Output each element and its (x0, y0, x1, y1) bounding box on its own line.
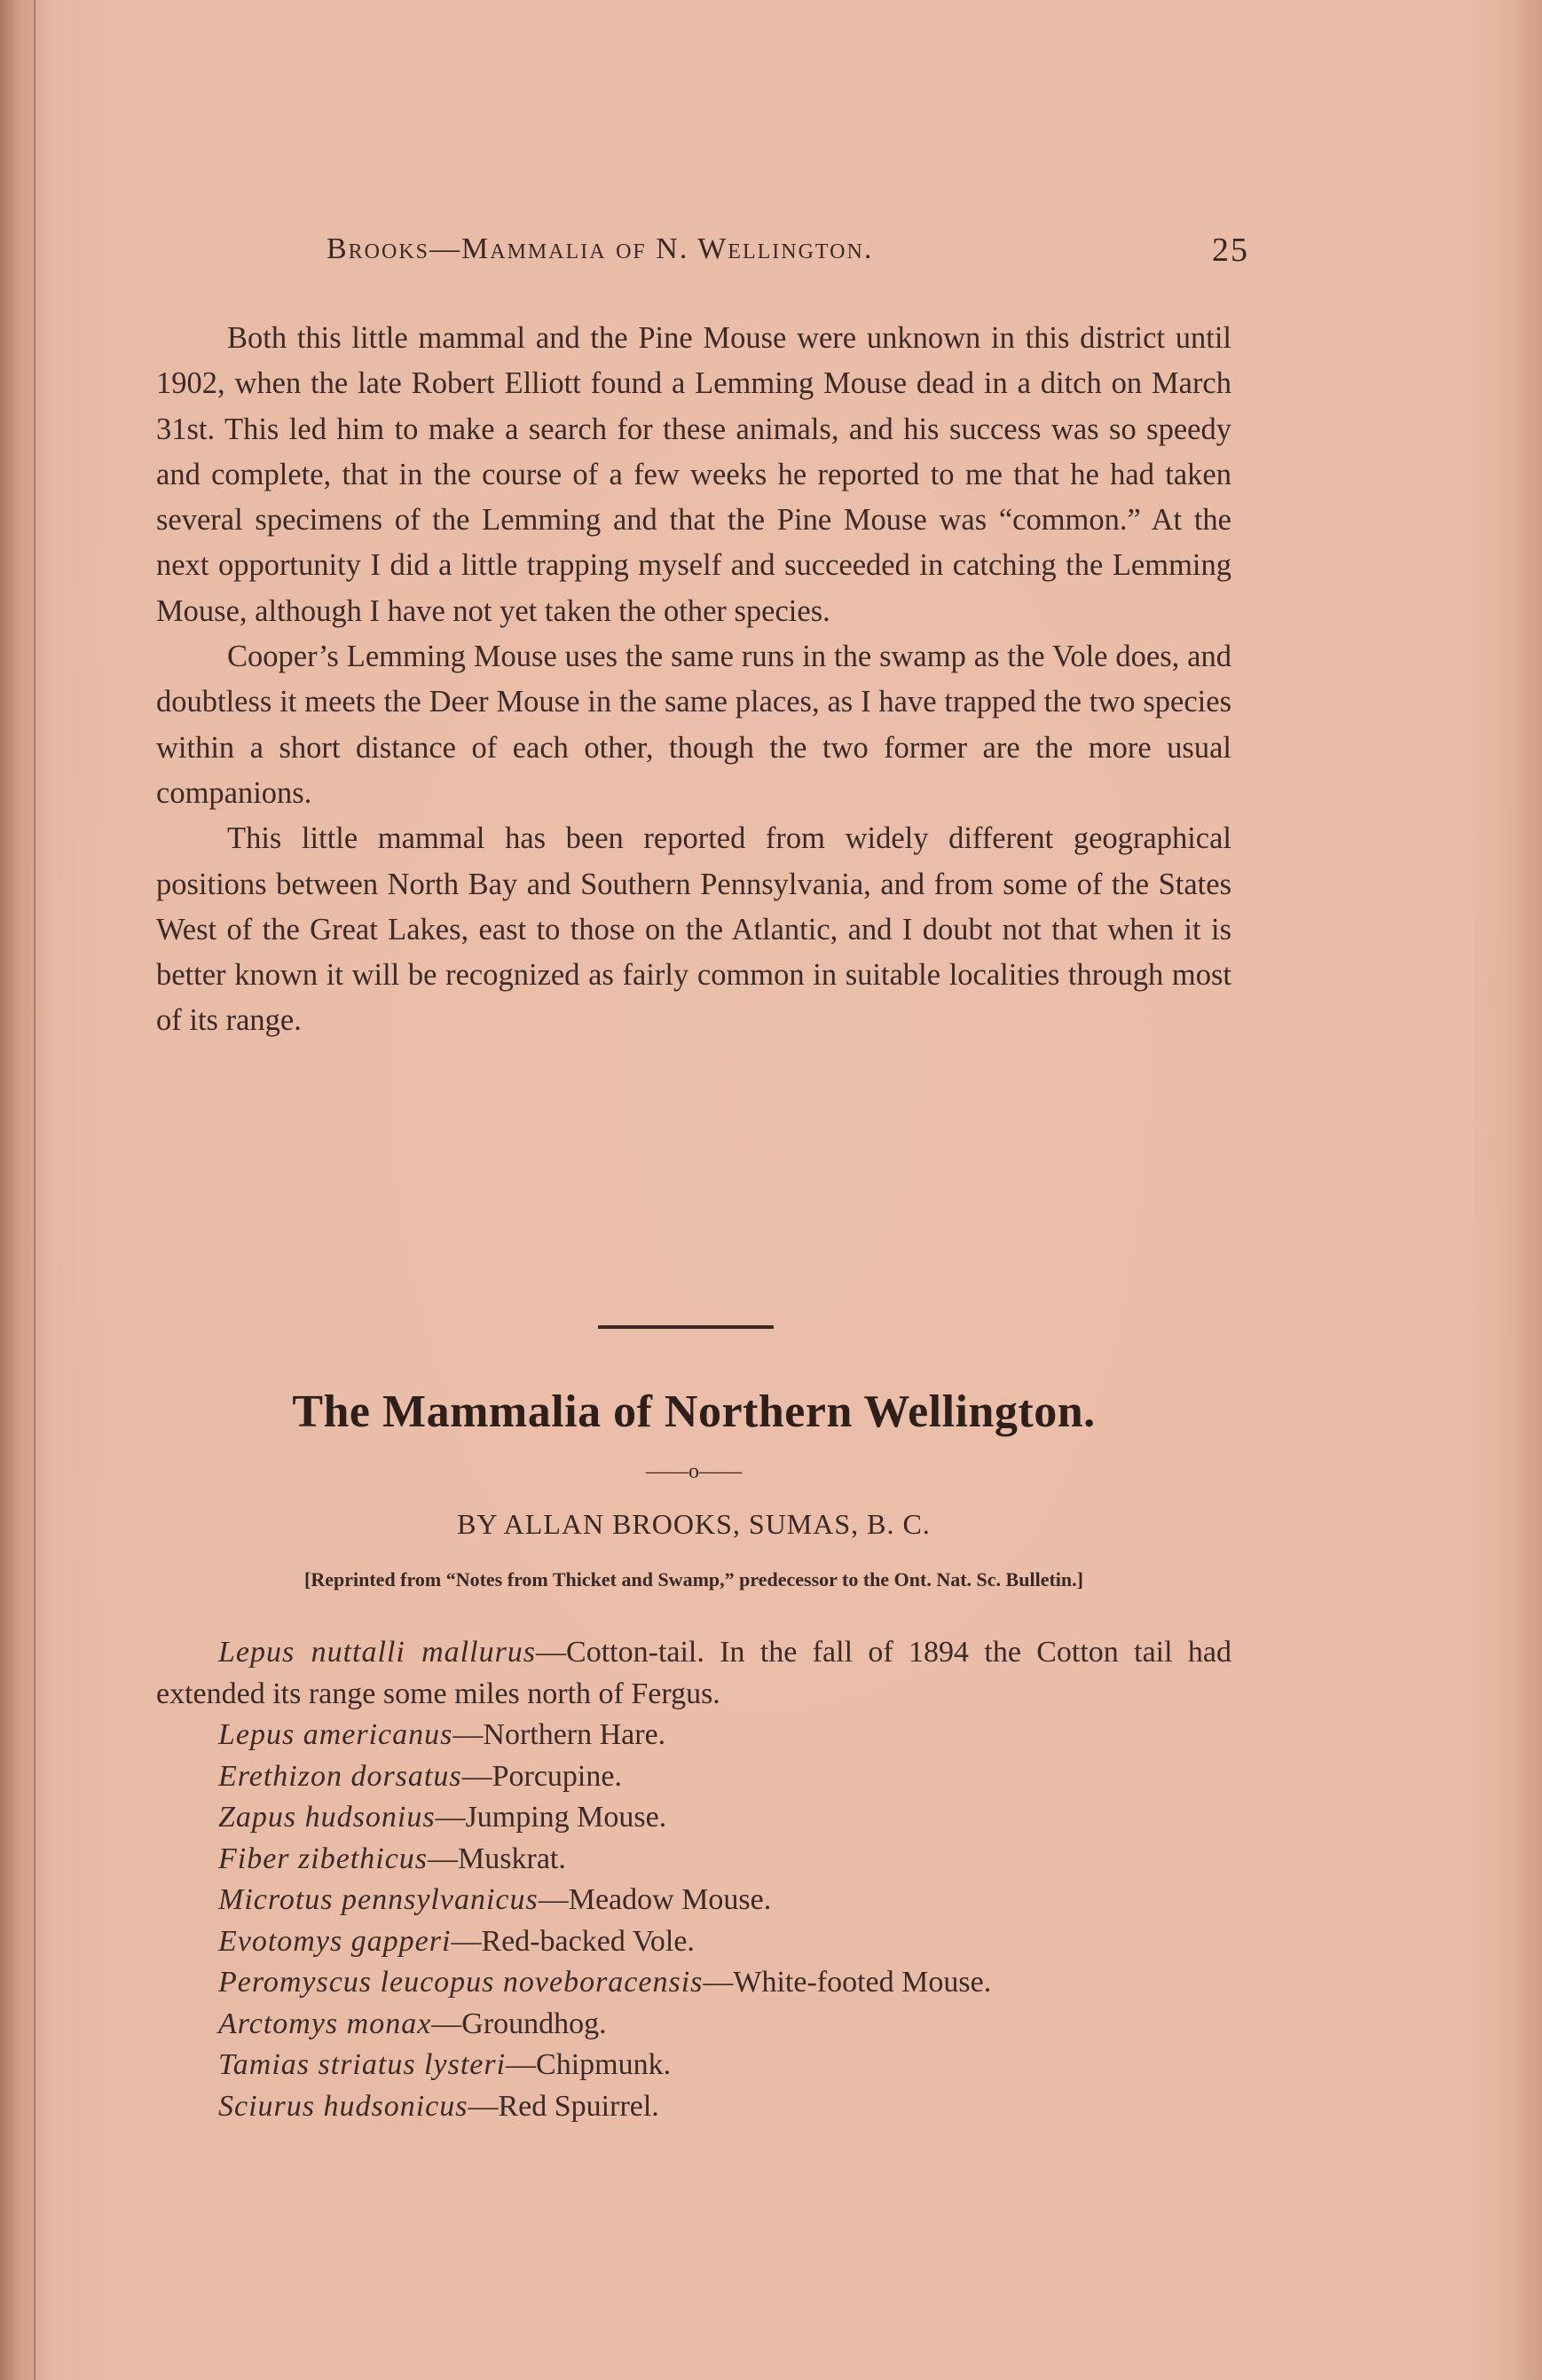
common-name: —Groundhog. (431, 2007, 607, 2040)
common-name: —Muskrat. (428, 1842, 566, 1875)
common-name: —Porcupine. (461, 1759, 622, 1793)
section-divider (598, 1325, 774, 1329)
title-ornament: ——o—— (646, 1460, 742, 1483)
list-item (156, 1756, 1231, 1798)
common-name: —Jumping Mouse. (435, 1801, 667, 1834)
list-item (156, 1715, 1231, 1756)
paragraph: This little mammal has been reported from widely different geographical positions between North Bay and Southern Pennsylvania, and from some of the States West of the Great Lakes, east to those on the Atlantic, and I doubt not that when it is better known it will be recognized as fairly common in suitable localities through most of its range. (156, 821, 1231, 1038)
body-text (156, 316, 1231, 1044)
scientific-name: Erethizon dorsatus (218, 1759, 462, 1793)
running-head (326, 232, 1249, 277)
common-name: —Red Spuirrel. (468, 2089, 659, 2123)
scientific-name: Sciurus hudsonicus (218, 2089, 468, 2123)
species-list (156, 1632, 1231, 2127)
scientific-name: Arctomys monax (218, 2007, 432, 2040)
reprint-note: [Reprinted from “Notes from Thicket and Swamp,” predecessor to the Ont. Nat. Sc. Bulletin.] (304, 1568, 1083, 1591)
common-name: —Meadow Mouse. (538, 1883, 772, 1916)
list-item (156, 1880, 1231, 1921)
common-name: —Northern Hare. (452, 1718, 666, 1751)
common-name: —Red-backed Vole. (451, 1924, 695, 1958)
scientific-name: Fiber zibethicus (218, 1842, 429, 1875)
list-item (156, 1839, 1231, 1881)
list-item (156, 2086, 1231, 2128)
scientific-name: Lepus americanus (218, 1718, 453, 1751)
scientific-name: Lepus nuttalli mallurus (218, 1636, 537, 1669)
article-title: The Mammalia of Northern Wellington. (292, 1386, 1096, 1437)
scientific-name: Peromyscus leucopus noveboracensis (218, 1966, 704, 1999)
list-item (156, 2045, 1231, 2086)
spine-crease (34, 0, 35, 2380)
list-item (156, 1921, 1231, 1963)
byline: BY ALLAN BROOKS, SUMAS, B. C. (457, 1508, 931, 1540)
paragraph: Cooper’s Lemming Mouse uses the same runs in the swamp as the Vole does, and doubtless it meets the Deer Mouse in the same places, as I have trapped the two species within a short distance of each other, though the two former are the more usual companions. (156, 640, 1231, 810)
scientific-name: Evotomys gapperi (218, 1924, 452, 1958)
page-number: 25 (1212, 232, 1249, 269)
scientific-name: Tamias striatus lysteri (218, 2048, 507, 2081)
list-item (156, 1797, 1231, 1839)
common-name: —Chipmunk. (506, 2048, 672, 2081)
list-item (156, 2004, 1231, 2046)
common-name: —Cotton-tail. In the fall of 1894 the Cotton tail had extended its range some miles north of Fergus. (156, 1636, 1232, 1710)
scientific-name: Microtus pennsylvanicus (218, 1883, 539, 1916)
scientific-name: Zapus hudsonius (218, 1801, 436, 1834)
book-spine-shadow (0, 0, 53, 2380)
common-name: —White-footed Mouse. (703, 1966, 992, 1999)
paragraph: Both this little mammal and the Pine Mouse were unknown in this district until 1902, when the late Robert Elliott found a Lemming Mouse dead in a ditch on March 31st. This led him to make a search for these animals, and his success was so speedy and complete, that in the course of a few weeks he reported to me that he had taken several specimens of the Lemming and that the Pine Mouse was “common.” At the next opportunity I did a little trapping myself and succeeded in catching the Lemming Mouse, although I have not yet taken the other species. (156, 321, 1231, 628)
list-item (156, 1632, 1231, 1715)
list-item (156, 1962, 1231, 2004)
running-head-title: Brooks—Mammalia of N. Wellington. (326, 232, 874, 265)
